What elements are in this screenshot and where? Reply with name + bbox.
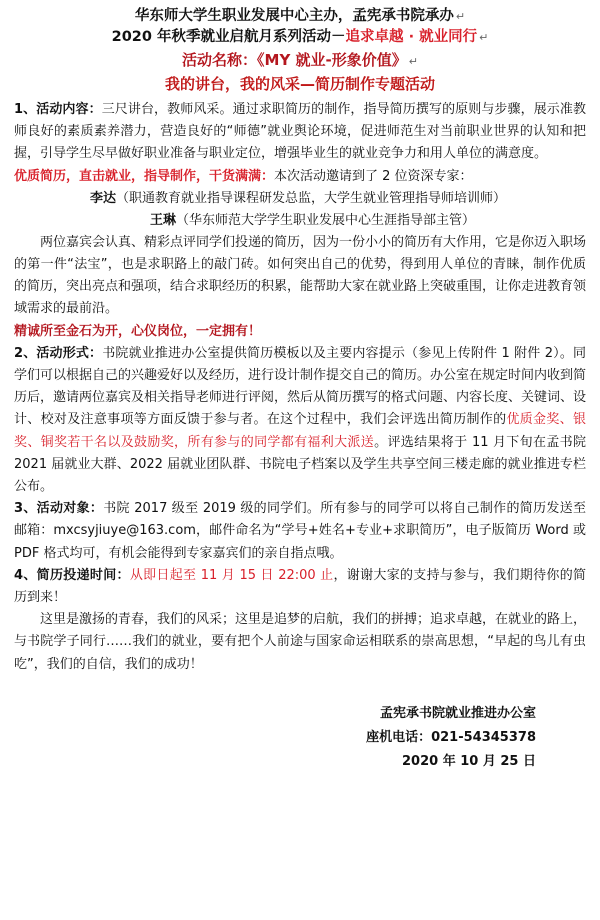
section-2-heading: 2、活动形式： [14,345,103,361]
footer-phone: 座机电话：021-54345378 [366,729,536,745]
section-1-content: 1、活动内容：三尺讲台，教师风采。通过求职简历的制作，指导简历撰写的原则与步骤，展示准教师良好的素质素养潜力，营造良好的“师德”就业舆论环境，促进师范生对当前职业世界的认知和把握，引导学生尽早做好职业准备与职业定位，增强毕业生的就业竞争力和用人单位的满意度。 [14,102,586,162]
activity-subtitle: 我的讲台，我的风采—简历制作专题活动 [164,75,435,93]
speaker-1-name: 李达 [90,190,117,206]
footer [14,702,586,774]
paragraph-mark-icon: ↵ [479,31,489,44]
series-slogan: 追求卓越 · 就业同行 [345,29,478,45]
section-3-content: 3、活动对象：书院 2017 级至 2019 级的同学们。所有参与的同学可以将自己制作的简历发送至邮箱：mxcsyjiuye@163.com，邮件命名为“学号+姓名+专业+求职简历”，电子版简历 Word 或 PDF 格式均可，有机会能得到专家嘉宾们的亲自指点哦。 [14,501,587,561]
footer-date: 2020 年 10 月 25 日 [402,753,536,769]
section-2-content: 2、活动形式：书院就业推进办公室提供简历模板以及主要内容提示（参见上传附件 1 附件 2）。同学们可以根据自己的兴趣爱好以及经历，进行设计制作提交自己的简历。办公室在规定时间内收到简历后，邀请两位嘉宾及相关指导老师进行评阅，然后从简历撰写的格式问题、内容长度、关键词、设计、校对及注意事项等方面反馈于参与者。在这个过程中，我们会评选出简历制作的优质金奖、银奖、铜奖若干名以及鼓励奖，所有参与的同学都有福利大派送。评选结果将于 11 月下旬在孟书院 2021 届就业大群、2022 届就业团队群、书院电子档案以及学生共享空间三楼走廊的就业推进专栏公布。 [14,345,587,495]
deadline-text: 从即日起至 11 月 15 日 22:00 止 [129,567,334,583]
speaker-2 [14,210,586,232]
speaker-1 [14,188,586,210]
header-line-organizers: 华东师大学生职业发展中心主办，孟宪承书院承办 ↵ [134,8,466,24]
section-1-motto: 精诚所至金石为开，心仪岗位，一定拥有！ [14,323,262,339]
speaker-2-name: 王琳 [150,212,177,228]
section-1-body: 两位嘉宾会认真、精彩点评同学们投递的简历，因为一份小小的简历有大作用，它是你迈入职场的第一件“法宝”，也是求职路上的敲门砖。如何突出自己的优势，得到用人单位的青睐，制作优质的简历，突出亮点和强项，结合求职经历的积累，能帮助大家在就业路上突破重围，让你走进教育领域需求的最前沿。 [14,234,587,317]
footer-office: 孟宪承书院就业推进办公室 [379,705,536,721]
section-4-heading: 4、简历投递时间： [14,567,130,583]
section-4-content: 4、简历投递时间：从即日起至 11 月 15 日 22:00 止，谢谢大家的支持与参与，我们期待你的简历到来！ [14,567,586,606]
speaker-1-title: （职通教育就业指导课程研发总监，大学生就业管理指导师培训师） [116,190,507,206]
section-3-heading: 3、活动对象： [14,501,104,517]
header-line-series: 2020 年秋季就业启航月系列活动－追求卓越 · 就业同行 ↵ [111,29,489,45]
speaker-2-title: （华东师范大学学生职业发展中心生涯指导部主管） [176,212,476,228]
section-1-highlight: 优质简历，直击就业，指导制作，干货满满：本次活动邀请到了 2 位资深专家： [14,168,473,184]
closing-paragraph: 这里是激扬的青春，我们的风采；这里是追梦的启航，我们的拼搏；追求卓越，在就业的路上，与书院学子同行……我们的就业，要有把个人前途与国家命运相联系的崇高思想，“早起的鸟儿有虫吃”，我们的自信，我们的成功！ [14,612,587,672]
activity-name: 活动名称：《MY 就业-形象价值》 ↵ [182,51,418,69]
section-1-heading: 1、活动内容： [14,102,102,117]
highlight-slogan: 优质简历，直击就业，指导制作，干货满满： [14,168,275,184]
paragraph-mark-icon: ↵ [455,10,466,23]
paragraph-mark-icon: ↵ [408,55,418,68]
awards-text: 优质金奖、银奖、铜奖若干名以及鼓励奖，所有参与的同学都有福利大派送 [14,412,586,450]
